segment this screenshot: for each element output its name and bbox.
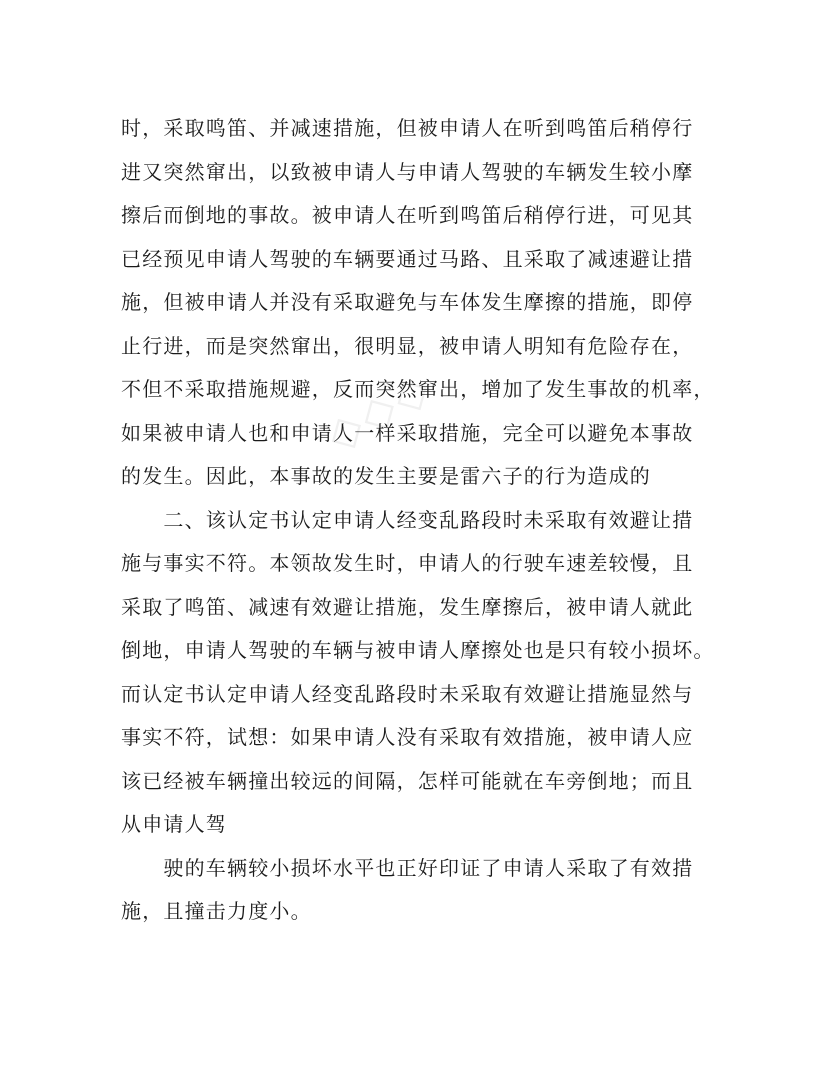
text-line-6: 止行进，而是突然窜出，很明显，被申请人明知有危险存在， <box>121 334 694 358</box>
text-line-19: 施，且撞击力度小。 <box>121 899 312 923</box>
text-line-12: 采取了鸣笛、减速有效避让措施，发生摩擦后，被申请人就此 <box>121 595 694 619</box>
text-line-2: 进又突然窜出，以致被申请人与申请人驾驶的车辆发生较小摩 <box>121 160 694 184</box>
watermark: ◇◇◇ <box>317 360 442 462</box>
text-line-8: 如果被申请人也和申请人一样采取措施，完全可以避免本事故 <box>121 421 694 445</box>
text-line-1: 时，采取鸣笛、并减速措施，但被申请人在听到鸣笛后稍停行 <box>121 116 694 140</box>
text-line-10: 二、该认定书认定申请人经变乱路段时未采取有效避让措 <box>121 508 694 532</box>
text-line-17: 从申请人驾 <box>121 812 227 836</box>
text-line-7: 不但不采取措施规避，反而突然窜出，增加了发生事故的机率， <box>121 377 715 401</box>
text-line-16: 该已经被车辆撞出较远的间隔，怎样可能就在车旁倒地；而且 <box>121 769 694 793</box>
text-line-3: 擦后而倒地的事故。被申请人在听到鸣笛后稍停行进，可见其 <box>121 203 694 227</box>
text-line-4: 已经预见申请人驾驶的车辆要通过马路、且采取了减速避让措 <box>121 247 694 271</box>
text-line-14: 而认定书认定申请人经变乱路段时未采取有效避让措施显然与 <box>121 682 694 706</box>
text-line-15: 事实不符，试想：如果申请人没有采取有效措施，被申请人应 <box>121 725 694 749</box>
text-line-13: 倒地，申请人驾驶的车辆与被申请人摩擦处也是只有较小损坏。 <box>121 638 715 662</box>
text-line-5: 施，但被申请人并没有采取避免与车体发生摩擦的措施，即停 <box>121 290 694 314</box>
text-line-11: 施与事实不符。本领故发生时，申请人的行驶车速差较慢，且 <box>121 551 694 575</box>
text-line-18: 驶的车辆较小损坏水平也正好印证了申请人采取了有效措 <box>121 856 694 880</box>
text-line-9: 的发生。因此，本事故的发生主要是雷六子的行为造成的 <box>121 464 651 488</box>
